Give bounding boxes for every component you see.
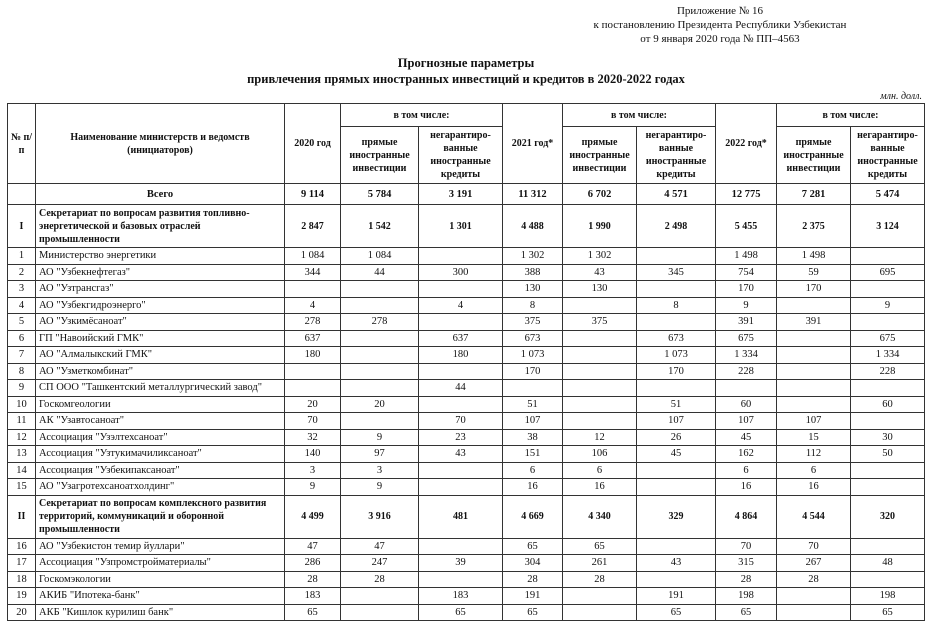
table-row (8, 297, 925, 314)
cell: 4 544 (777, 495, 851, 538)
cell: 1 084 (341, 248, 419, 265)
table-row (8, 446, 925, 463)
cell: 70 (716, 538, 777, 555)
header-loans-2021: негарантиро-ванные иностранные кредиты (637, 127, 716, 184)
cell: 673 (503, 330, 563, 347)
cell: 2 498 (637, 205, 716, 248)
row-number: 13 (8, 446, 36, 463)
cell: 28 (716, 571, 777, 588)
row-name: Ассоциация "Узпромстройматериалы" (36, 555, 285, 572)
cell: 45 (637, 446, 716, 463)
total-row (8, 184, 925, 205)
cell (777, 330, 851, 347)
cell: 9 (851, 297, 925, 314)
table-row (8, 314, 925, 331)
header-loans-2022: негарантиро-ванные иностранные кредиты (851, 127, 925, 184)
cell (777, 396, 851, 413)
title-line-2: привлечения прямых иностранных инвестиций и кредитов в 2020-2022 годах (247, 72, 685, 86)
row-name: АО "Узкимёсаноат" (36, 314, 285, 331)
cell: 43 (419, 446, 503, 463)
row-number: 10 (8, 396, 36, 413)
cell: 32 (285, 429, 341, 446)
row-number: II (8, 495, 36, 538)
cell (777, 297, 851, 314)
cell: 140 (285, 446, 341, 463)
units-label: млн. долл. (880, 91, 922, 102)
cell (851, 314, 925, 331)
row-name: Госкомгеологии (36, 396, 285, 413)
row-name: Госкомэкологии (36, 571, 285, 588)
cell (563, 604, 637, 621)
table-row (8, 571, 925, 588)
cell: 6 (777, 462, 851, 479)
cell: 391 (777, 314, 851, 331)
cell (563, 297, 637, 314)
cell: 3 916 (341, 495, 419, 538)
cell: 16 (503, 479, 563, 496)
row-number: 20 (8, 604, 36, 621)
cell: 26 (637, 429, 716, 446)
cell: 65 (419, 604, 503, 621)
title-line-1: Прогнозные параметры (397, 56, 535, 70)
cell (851, 413, 925, 430)
cell (419, 571, 503, 588)
cell (341, 297, 419, 314)
cell: 43 (563, 264, 637, 281)
cell (419, 396, 503, 413)
cell: 11 312 (503, 184, 563, 205)
header-2021: 2021 год* (503, 104, 563, 184)
row-number: I (8, 205, 36, 248)
cell: 754 (716, 264, 777, 281)
cell (419, 248, 503, 265)
cell: 23 (419, 429, 503, 446)
cell: 1 073 (637, 347, 716, 364)
header-num: № п/п (8, 104, 36, 184)
cell: 1 498 (716, 248, 777, 265)
cell: 3 (285, 462, 341, 479)
cell: 9 114 (285, 184, 341, 205)
cell: 38 (503, 429, 563, 446)
cell: 4 669 (503, 495, 563, 538)
header-2022: 2022 год* (716, 104, 777, 184)
cell (637, 380, 716, 397)
cell (637, 248, 716, 265)
cell: 267 (777, 555, 851, 572)
cell: 4 (285, 297, 341, 314)
table-row (8, 248, 925, 265)
cell: 3 124 (851, 205, 925, 248)
cell: 28 (503, 571, 563, 588)
cell: 345 (637, 264, 716, 281)
table-row (8, 479, 925, 496)
cell (851, 281, 925, 298)
row-name: АКБ "Кишлок курилиш банк" (36, 604, 285, 621)
cell (419, 363, 503, 380)
row-name: ГП "Навоийский ГМК" (36, 330, 285, 347)
row-number: 5 (8, 314, 36, 331)
cell: 675 (851, 330, 925, 347)
investment-table (7, 103, 925, 621)
cell (341, 347, 419, 364)
cell: 65 (285, 604, 341, 621)
cell: 51 (503, 396, 563, 413)
cell: 6 (563, 462, 637, 479)
cell: 107 (716, 413, 777, 430)
cell (563, 413, 637, 430)
cell: 183 (419, 588, 503, 605)
cell: 4 499 (285, 495, 341, 538)
cell: 695 (851, 264, 925, 281)
header-including-2022: в том числе: (777, 104, 925, 127)
cell: 50 (851, 446, 925, 463)
table-row (8, 429, 925, 446)
row-number: 15 (8, 479, 36, 496)
table-row (8, 363, 925, 380)
cell: 60 (851, 396, 925, 413)
table-row (8, 330, 925, 347)
row-name: АО "Узбекистон темир йуллари" (36, 538, 285, 555)
cell: 261 (563, 555, 637, 572)
cell: 5 455 (716, 205, 777, 248)
cell: 65 (503, 538, 563, 555)
row-name: АО "Узтрансгаз" (36, 281, 285, 298)
cell (777, 604, 851, 621)
row-name: АО "Узагротехсаноатхолдинг" (36, 479, 285, 496)
cell: 70 (419, 413, 503, 430)
cell (777, 588, 851, 605)
row-number: 4 (8, 297, 36, 314)
cell: 6 702 (563, 184, 637, 205)
cell: 304 (503, 555, 563, 572)
cell: 1 334 (851, 347, 925, 364)
cell: 16 (563, 479, 637, 496)
cell: 16 (777, 479, 851, 496)
cell: 1 498 (777, 248, 851, 265)
header-including-2020: в том числе: (341, 104, 503, 127)
cell: 28 (563, 571, 637, 588)
row-number: 19 (8, 588, 36, 605)
cell (419, 281, 503, 298)
cell: 1 302 (503, 248, 563, 265)
cell: 300 (419, 264, 503, 281)
cell (419, 314, 503, 331)
row-number: 6 (8, 330, 36, 347)
row-name: Секретариат по вопросам развития топливно-энергетической и базовых отраслей промышленности (36, 205, 285, 248)
row-number: 1 (8, 248, 36, 265)
cell (637, 538, 716, 555)
cell: 329 (637, 495, 716, 538)
cell: 107 (777, 413, 851, 430)
row-name: АО "Алмалыкский ГМК" (36, 347, 285, 364)
row-name: Министерство энергетики (36, 248, 285, 265)
row-name: АКИБ "Ипотека-банк" (36, 588, 285, 605)
cell (341, 604, 419, 621)
cell: 107 (637, 413, 716, 430)
appendix-reference (580, 4, 860, 46)
cell: 44 (341, 264, 419, 281)
cell: 637 (285, 330, 341, 347)
cell: 70 (285, 413, 341, 430)
row-number: 14 (8, 462, 36, 479)
document-title (0, 55, 932, 87)
cell (851, 479, 925, 496)
total-label: Всего (36, 184, 285, 205)
cell: 3 (341, 462, 419, 479)
cell (563, 347, 637, 364)
cell: 320 (851, 495, 925, 538)
cell: 247 (341, 555, 419, 572)
cell (341, 413, 419, 430)
table-row (8, 413, 925, 430)
row-number: 11 (8, 413, 36, 430)
cell: 12 775 (716, 184, 777, 205)
header-direct-2022: прямые иностранные инвестиции (777, 127, 851, 184)
table-row (8, 347, 925, 364)
appendix-decree: к постановлению Президента Республики Узбекистан (593, 19, 847, 31)
table-row (8, 462, 925, 479)
cell (419, 538, 503, 555)
cell: 9 (716, 297, 777, 314)
row-name: АО "Узметкомбинат" (36, 363, 285, 380)
cell: 65 (637, 604, 716, 621)
cell (637, 314, 716, 331)
cell: 130 (503, 281, 563, 298)
cell: 180 (419, 347, 503, 364)
table-row (8, 588, 925, 605)
appendix-date: от 9 января 2020 года № ПП–4563 (640, 33, 800, 45)
cell: 198 (851, 588, 925, 605)
cell (419, 479, 503, 496)
header-including-2021: в том числе: (563, 104, 716, 127)
cell: 5 784 (341, 184, 419, 205)
row-name: АО "Узбекнефтегаз" (36, 264, 285, 281)
cell: 20 (285, 396, 341, 413)
cell: 51 (637, 396, 716, 413)
cell: 44 (419, 380, 503, 397)
cell: 7 281 (777, 184, 851, 205)
cell (563, 588, 637, 605)
cell: 106 (563, 446, 637, 463)
cell: 1 302 (563, 248, 637, 265)
cell: 228 (851, 363, 925, 380)
cell: 1 301 (419, 205, 503, 248)
row-name: Ассоциация "Узэлтехсаноат" (36, 429, 285, 446)
cell: 45 (716, 429, 777, 446)
cell: 183 (285, 588, 341, 605)
row-number: 3 (8, 281, 36, 298)
cell: 4 340 (563, 495, 637, 538)
cell: 170 (777, 281, 851, 298)
cell (563, 330, 637, 347)
cell: 375 (503, 314, 563, 331)
cell (777, 347, 851, 364)
cell: 1 334 (716, 347, 777, 364)
cell: 1 084 (285, 248, 341, 265)
table-row (8, 396, 925, 413)
cell (851, 538, 925, 555)
row-number: 9 (8, 380, 36, 397)
cell: 97 (341, 446, 419, 463)
cell (637, 462, 716, 479)
cell: 4 (419, 297, 503, 314)
section-row (8, 205, 925, 248)
cell: 228 (716, 363, 777, 380)
cell: 47 (341, 538, 419, 555)
cell: 16 (716, 479, 777, 496)
cell: 278 (285, 314, 341, 331)
cell (637, 281, 716, 298)
cell (716, 380, 777, 397)
cell: 39 (419, 555, 503, 572)
cell: 191 (637, 588, 716, 605)
row-name: АО "Узбекгидроэнерго" (36, 297, 285, 314)
cell: 8 (503, 297, 563, 314)
header-direct-2021: прямые иностранные инвестиции (563, 127, 637, 184)
cell: 673 (637, 330, 716, 347)
cell (637, 571, 716, 588)
cell: 9 (285, 479, 341, 496)
header-name: Наименование министерств и ведомств (инициаторов) (36, 104, 285, 184)
cell (563, 363, 637, 380)
appendix-number: Приложение № 16 (676, 5, 764, 17)
cell (341, 363, 419, 380)
cell (637, 479, 716, 496)
row-number: 16 (8, 538, 36, 555)
cell: 107 (503, 413, 563, 430)
cell: 30 (851, 429, 925, 446)
cell: 198 (716, 588, 777, 605)
table-row (8, 604, 925, 621)
cell (285, 380, 341, 397)
cell: 1 990 (563, 205, 637, 248)
cell (341, 380, 419, 397)
cell: 375 (563, 314, 637, 331)
cell (563, 380, 637, 397)
cell: 151 (503, 446, 563, 463)
cell: 9 (341, 429, 419, 446)
cell: 637 (419, 330, 503, 347)
cell: 162 (716, 446, 777, 463)
cell: 65 (716, 604, 777, 621)
header-2020: 2020 год (285, 104, 341, 184)
cell: 278 (341, 314, 419, 331)
cell: 191 (503, 588, 563, 605)
cell: 180 (285, 347, 341, 364)
cell: 286 (285, 555, 341, 572)
cell: 1 542 (341, 205, 419, 248)
row-name: СП ООО "Ташкентский металлургический завод" (36, 380, 285, 397)
cell: 675 (716, 330, 777, 347)
cell: 65 (851, 604, 925, 621)
cell (851, 571, 925, 588)
cell: 388 (503, 264, 563, 281)
cell: 48 (851, 555, 925, 572)
row-number: 12 (8, 429, 36, 446)
cell: 481 (419, 495, 503, 538)
cell: 344 (285, 264, 341, 281)
row-name: Секретариат по вопросам комплексного развития территорий, коммуникаций и оборонной промышленности (36, 495, 285, 538)
cell: 12 (563, 429, 637, 446)
cell (341, 588, 419, 605)
cell: 170 (637, 363, 716, 380)
row-number: 17 (8, 555, 36, 572)
cell: 4 571 (637, 184, 716, 205)
cell: 8 (637, 297, 716, 314)
cell (563, 396, 637, 413)
cell: 170 (503, 363, 563, 380)
row-name: Ассоциация "Узбекипаксаноат" (36, 462, 285, 479)
cell: 60 (716, 396, 777, 413)
cell: 112 (777, 446, 851, 463)
cell: 28 (341, 571, 419, 588)
row-number: 8 (8, 363, 36, 380)
cell (777, 363, 851, 380)
cell: 130 (563, 281, 637, 298)
cell: 315 (716, 555, 777, 572)
cell (419, 462, 503, 479)
row-number: 18 (8, 571, 36, 588)
cell: 70 (777, 538, 851, 555)
cell: 6 (716, 462, 777, 479)
cell: 59 (777, 264, 851, 281)
row-name: АК "Узавтосаноат" (36, 413, 285, 430)
row-number: 2 (8, 264, 36, 281)
cell: 9 (341, 479, 419, 496)
cell (503, 380, 563, 397)
cell (341, 330, 419, 347)
cell (285, 281, 341, 298)
cell: 28 (285, 571, 341, 588)
table-row (8, 264, 925, 281)
cell (851, 462, 925, 479)
cell: 170 (716, 281, 777, 298)
cell: 65 (503, 604, 563, 621)
cell: 4 864 (716, 495, 777, 538)
table-row (8, 281, 925, 298)
cell (285, 363, 341, 380)
cell: 43 (637, 555, 716, 572)
cell: 5 474 (851, 184, 925, 205)
cell (341, 281, 419, 298)
table-row (8, 555, 925, 572)
cell: 1 073 (503, 347, 563, 364)
cell (851, 248, 925, 265)
cell: 47 (285, 538, 341, 555)
table-row (8, 380, 925, 397)
cell: 2 847 (285, 205, 341, 248)
cell: 28 (777, 571, 851, 588)
cell (851, 380, 925, 397)
header-direct-2020: прямые иностранные инвестиции (341, 127, 419, 184)
header-loans-2020: негарантиро-ванные иностранные кредиты (419, 127, 503, 184)
cell: 391 (716, 314, 777, 331)
cell: 65 (563, 538, 637, 555)
cell: 20 (341, 396, 419, 413)
cell: 15 (777, 429, 851, 446)
table-row (8, 538, 925, 555)
section-row (8, 495, 925, 538)
cell: 4 488 (503, 205, 563, 248)
cell: 6 (503, 462, 563, 479)
cell: 2 375 (777, 205, 851, 248)
row-name: Ассоциация "Узтукимачиликсаноат" (36, 446, 285, 463)
cell: 3 191 (419, 184, 503, 205)
cell (777, 380, 851, 397)
row-number: 7 (8, 347, 36, 364)
